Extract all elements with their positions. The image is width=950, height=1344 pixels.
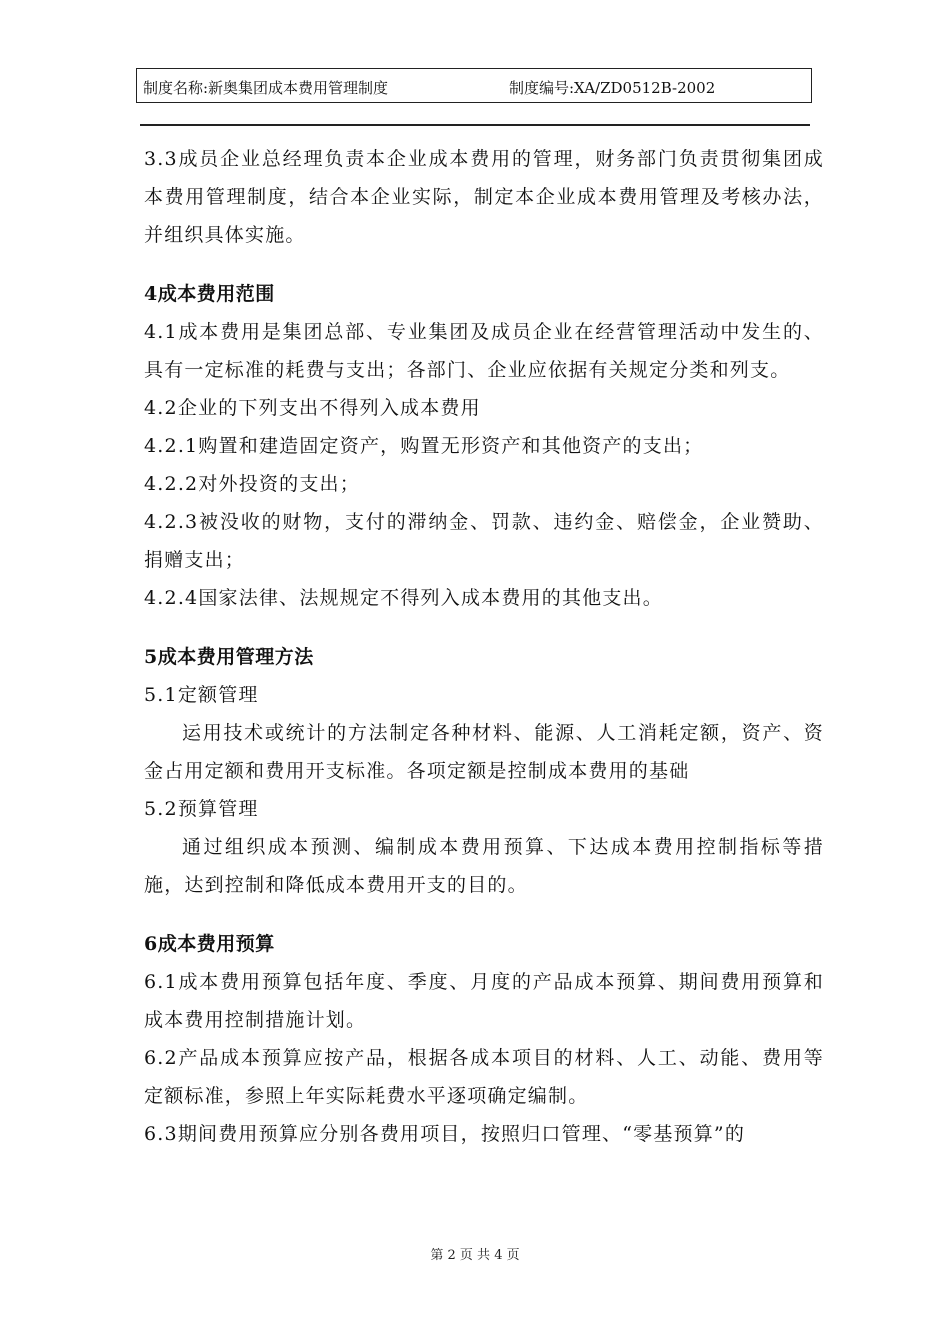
section-4-heading: 4成本费用范围	[144, 283, 275, 305]
paragraph-4-2-1: 4.2.1购置和建造固定资产，购置无形资产和其他资产的支出；	[144, 435, 704, 457]
header-divider	[140, 124, 810, 126]
paragraph-4-2-3: 4.2.3被没收的财物，支付的滞纳金、罚款、违约金、赔偿金，企业赞助、捐赠支出；	[144, 511, 824, 571]
paragraph-4-2-4: 4.2.4国家法律、法规规定不得列入成本费用的其他支出。	[144, 587, 663, 609]
policy-name: 制度名称:新奥集团成本费用管理制度	[143, 79, 389, 97]
paragraph-6-3: 6.3期间费用预算应分别各费用项目，按照归口管理、“零基预算”的	[144, 1123, 746, 1145]
policy-code: 制度编号:XA/ZD0512B-2002	[509, 79, 716, 97]
paragraph-3-3: 3.3成员企业总经理负责本企业成本费用的管理，财务部门负责贯彻集团成本费用管理制度，结合本企业实际，制定本企业成本费用管理及考核办法，并组织具体实施。	[144, 148, 824, 246]
page-number: 第 2 页 共 4 页	[430, 1248, 520, 1263]
document-header	[136, 68, 812, 103]
paragraph-6-2: 6.2产品成本预算应按产品，根据各成本项目的材料、人工、动能、费用等定额标准，参照上年实际耗费水平逐项确定编制。	[144, 1047, 824, 1107]
paragraph-5-2: 5.2预算管理	[144, 798, 259, 820]
section-6-heading: 6成本费用预算	[144, 933, 275, 955]
paragraph-5-1: 5.1定额管理	[144, 684, 259, 706]
paragraph-5-1-text: 运用技术或统计的方法制定各种材料、能源、人工消耗定额，资产、资金占用定额和费用开支标准。各项定额是控制成本费用的基础	[144, 722, 824, 782]
section-5-heading: 5成本费用管理方法	[144, 646, 314, 668]
document-body	[144, 140, 824, 1153]
paragraph-5-2-text: 通过组织成本预测、编制成本费用预算、下达成本费用控制指标等措施，达到控制和降低成本费用开支的目的。	[144, 836, 824, 896]
paragraph-4-2: 4.2企业的下列支出不得列入成本费用	[144, 397, 481, 419]
paragraph-4-1: 4.1成本费用是集团总部、专业集团及成员企业在经营管理活动中发生的、具有一定标准的耗费与支出；各部门、企业应依据有关规定分类和列支。	[144, 321, 824, 381]
paragraph-4-2-2: 4.2.2对外投资的支出；	[144, 473, 360, 495]
paragraph-6-1: 6.1成本费用预算包括年度、季度、月度的产品成本预算、期间费用预算和成本费用控制措施计划。	[144, 971, 824, 1031]
